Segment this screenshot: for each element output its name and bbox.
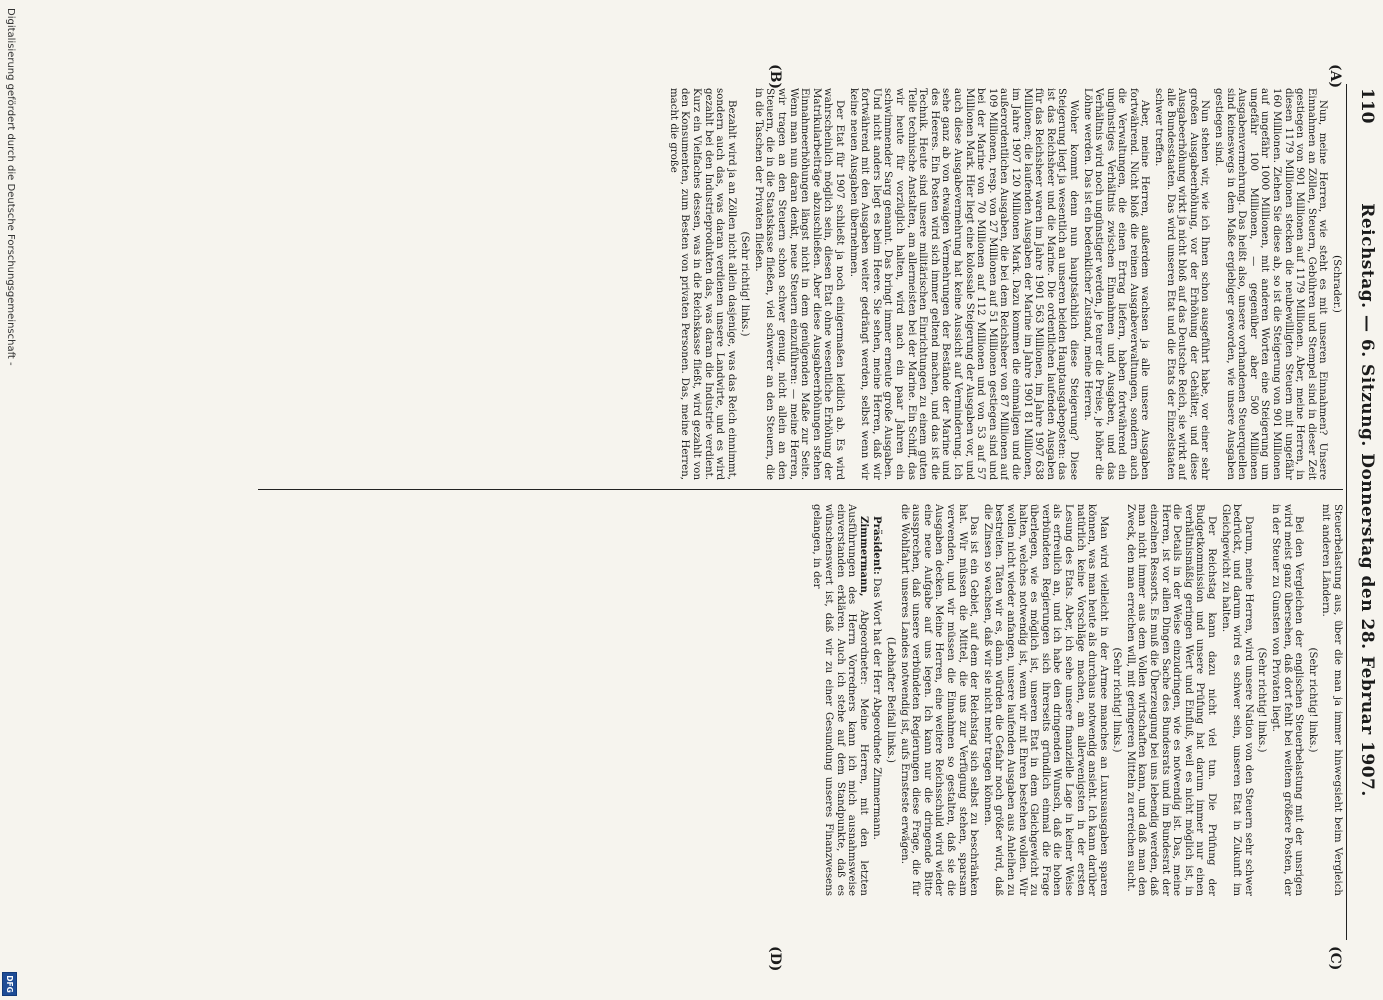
left-text-column [261,88,1343,480]
page-header [1349,0,1377,1000]
audience-reaction: (Sehr richtig! links.) [1111,647,1123,753]
margin-marker-c: (C) [1327,946,1343,971]
paragraph: Das ist ein Gebiet, auf dem der Reichstag sich selbst zu beschränken hat. Wir müssen die Mittel, die uns zur Verfügung stehen, sparsam verwenden, und wir müssen die Einnahmen so gestalten, daß sie die Ausgaben decken. Meine Herren, eine weitere Reichsschuld wird wieder eine neue Aufgabe auf uns legen. Ich kann nur die dringende Bitte aussprechen, daß unsere verbündeten Regierungen diese Frage, die für die Wohlfahrt unseres Landes notwendig ist, aufs Ernsteste erwägen. [898,504,980,896]
paragraph: Darum, meine Herren, wird unsere Nation von den Steuern sehr schwer bedrückt, und darum wird es schwer sein, unseren Etat in Zukunft im Gleichgewicht zu halten. [1219,504,1254,896]
president-text: Das Wort hat der Herr Abgeordnete Zimmermann. [871,577,883,840]
paragraph: Steuerbelastung aus, über die man ja immer hinwegsieht beim Vergleich mit anderen Ländern. [1320,504,1343,896]
audience-reaction: (Sehr richtig! links.) [1306,647,1318,753]
header-rule [1346,84,1347,940]
dfg-logo: DFG [2,972,17,996]
speaker-role: Abgeordneter: [857,609,869,685]
column-divider [258,489,1343,490]
paragraph: Woher kommt denn nun hauptsächlich diese Steigerung? Diese Steigerung liegt ja wesentlich an unseren beiden Hauptausgabeposten: das ist das Reichsheer und die Marine. Die ordentlichen laufenden Ausgaben für das Reichsheer waren im Jahre 1901 563 Millionen, im Jahre 1907 638 Millionen; die laufenden Ausgaben der Marine im Jahre 1901 81 Millionen, im Jahre 1907 120 Millionen Mark. Dazu kommen die einmaligen und die außerordentlichen Ausgaben, die bei dem Reichsheer von 87 Millionen auf 109 Millionen, resp. von 27 Millionen auf 51 Millionen gestiegen sind und bei der Marine von 70 Millionen auf 112 Millionen und von 53 auf 57 Millionen Mark. Hier liegt eine kolossale Steigerung der Ausgaben vor, und auch diese Ausgabevermehrung hat keine Aussicht auf Verminderung. Ich sehe ganz ab von etwaigen Vermehrungen der Bestände der Marine und des Heeres. Ein Posten wird sich immer geltend machen, und das ist die Technik. Heute sind unsere militärischen Einrichtungen zu einem guten Teile technische Anstalten, am allermeisten bei der Marine. Ein Schiff, das wir heute für vorzüglich halten, wird nach ein paar Jahren ein schwimmender Sarg genannt. Das bringt immer erneute große Ausgaben. Und nicht anders liegt es beim Heere. Sie sehen, meine Herren, daß wir fortwährend mit den Ausgaben weiter gedrängt werden, selbst wenn wir keine neuen Ausgaben übernehmen. [847,88,1079,480]
speaker-tag: (Schrader.) [1331,255,1342,313]
paragraph: Bezahlt wird ja an Zöllen nicht allein dasjenige, was das Reich einnimmt, sondern auch das, was daran verdienen unsere Landwirte, und es wird gezahlt bei den Industrieprodukten das, was daran die Industrie verdient. Kurz ein Vielfaches dessen, was in die Reichskasse fließt, wird gezahlt von den Konsumenten, zum Besten von privaten Personen. Das, meine Herren, macht die große [667,88,737,480]
paragraph: Der Etat für 1907 schließt ja noch einigermaßen leidlich ab. Es wird wahrscheinlich möglich sein, diesen Etat ohne wesentliche Erhöhung der Matrikularbeiträge abzuschließen. Aber diese Ausgabeerhöhungen stehen Einnahmeerhöhungen längst nicht in dem genügenden Maße zur Seite. Wenn man nun daran denkt, neue Steuern einzuführen: — meine Herren, wir tragen an den Steuern schon schwer genug, nicht allein an den Steuern, die in die Staatskasse fließen, viel schwerer an den Steuern, die in die Taschen der Privaten fließen. [752,88,846,480]
president-label: Präsident: [871,516,884,575]
margin-marker-d: (D) [767,946,783,972]
president-remark [871,504,883,896]
right-text-column [261,504,1343,896]
paragraph: Man wird vielleicht in der Armee manches an Luxusausgaben sparen können, was man heute als durchaus notwendig ansieht. Ich kann darüber natürlich keine Vorschläge machen, am allerwenigsten in der ersten Lesung des Etats. Aber, ich sehe unsere finanzielle Lage in keiner Weise als erfreulich an, und ich habe den dringenden Wunsch, daß die hohen verbündeten Regierungen sich ihrerseits gründlich einmal die Frage überlegen, wie es möglich ist, unseren Etat in dem Gleichgewicht zu halten, welches notwendig ist, wenn wir mit Ehren bestehen wollen. Wir wollen nicht wieder anfangen, unsere laufenden Ausgaben aus Anleihen zu bestreiten. Täten wir es, dann würden die Gefahr noch größer wird, daß die Zinsen so wachsen, daß wir sie nicht mehr tragen können. [981,504,1109,896]
speaker-name: Zimmermann, [857,516,870,597]
paragraph: Der Reichstag kann dazu nicht viel tun. Die Prüfung der Budgetkommission und unsere Prüfung hat darum immer nur einen verhältnismäßig geringen Wert und Einfluß, weil es nicht möglich ist, in die Details in der Weise einzudringen, wie es notwendig ist. Das, meine Herren, ist vor allen Dingen Sache des Bundesrats und im Bundesrat der einzelnen Ressorts. Es muß die Überzeugung bei uns lebendig werden, daß man nicht immer aus dem Vollen wirtschaften kann, und daß man den Zweck, den man erreichen will, mit geringeren Mitteln zu erreichen sucht. [1124,504,1218,896]
digitization-credit: Digitalisierung gefördert durch die Deutsche Forschungsgemeinschaft - [5,8,16,366]
paragraph: Nun, meine Herren, wie steht es mit unseren Einnahmen? Unsere Einnahmen an Zöllen, Steuern, Gebühren und Stempel sind in dieser Zeit gestiegen von 901 Millionen auf 1179 Millionen. Aber, meine Herren, in diesen 1179 Millionen stecken die neubewilligten Steuern mit ungefähr 160 Millionen. Ziehen Sie diese ab, so ist die Steigerung von 901 Millionen auf ungefähr 1000 Millionen, mit anderen Worten eine Steigerung um ungefähr 100 Millionen, — gegenüber aber 500 Millionen Ausgabenvermehrung. Das heißt also, unsere vorhandenen Steuerquellen sind keineswegs in dem Maße ergiebiger geworden, wie unsere Ausgaben gestiegen sind. [1213,88,1329,480]
speaker-intro [811,504,869,896]
running-title: Reichstag. — 6. Sitzung. Donnerstag den 28. Februar 1907. [1357,203,1377,797]
margin-marker-a: (A) [1327,64,1343,89]
paragraph: Bei den Vergleichen der englischen Steuerbelastung mit der unsrigen wird meist ganz übersehen, daß dort fehlt bei weitem größere Posten, der in der Steuer zu Gunsten von Privaten liegt. [1270,504,1305,896]
speaker-text: Meine Herren, mit den letzten Ausführungen des Herrn Vorredners kann ich mich ausnahmsweise einverstanden erklären. Auch ich stehe auf dem Standpunkte, daß es wünschenswert ist, daß wir zu einer Gesundung unseres Finanzwesens gelangen, in der [811,504,869,896]
page-number: 110 [1357,88,1377,124]
audience-reaction: (Lebhafter Beifall links.) [885,637,897,763]
margin-marker-b: (B) [767,64,783,90]
audience-reaction: (Sehr richtig! links.) [1256,647,1268,753]
audience-reaction: (Sehr richtig! links.) [739,231,751,337]
paragraph: Nun stehen wir, wie ich Ihnen schon ausgeführt habe, vor einer sehr großen Ausgabeerhöhung, vor der Erhöhung der Gehälter, und diese Ausgabeerhöhung wirkt ja nicht bloß auf das Deutsche Reich, sie wirkt auf alle Bundesstaaten. Das wird unseren Etat und die Etats der Einzelstaaten schwer treffen. [1153,88,1211,480]
digitization-footer [0,0,17,1000]
paragraph: Aber, meine Herren, außerdem wachsen ja alle unsere Ausgaben fortwährend. Nicht bloß die reinen Ausgabeverwaltungen, sondern auch die Verwaltungen, die einen Ertrag liefern, haben fortwährend ein ungünstiges Verhältnis zwischen Einnahmen und Ausgaben, und das Verhältnis wird noch ungünstiger werden, je teurer die Preise, je höher die Löhne werden. Das ist ein bedenklicher Zustand, meine Herren. [1081,88,1151,480]
